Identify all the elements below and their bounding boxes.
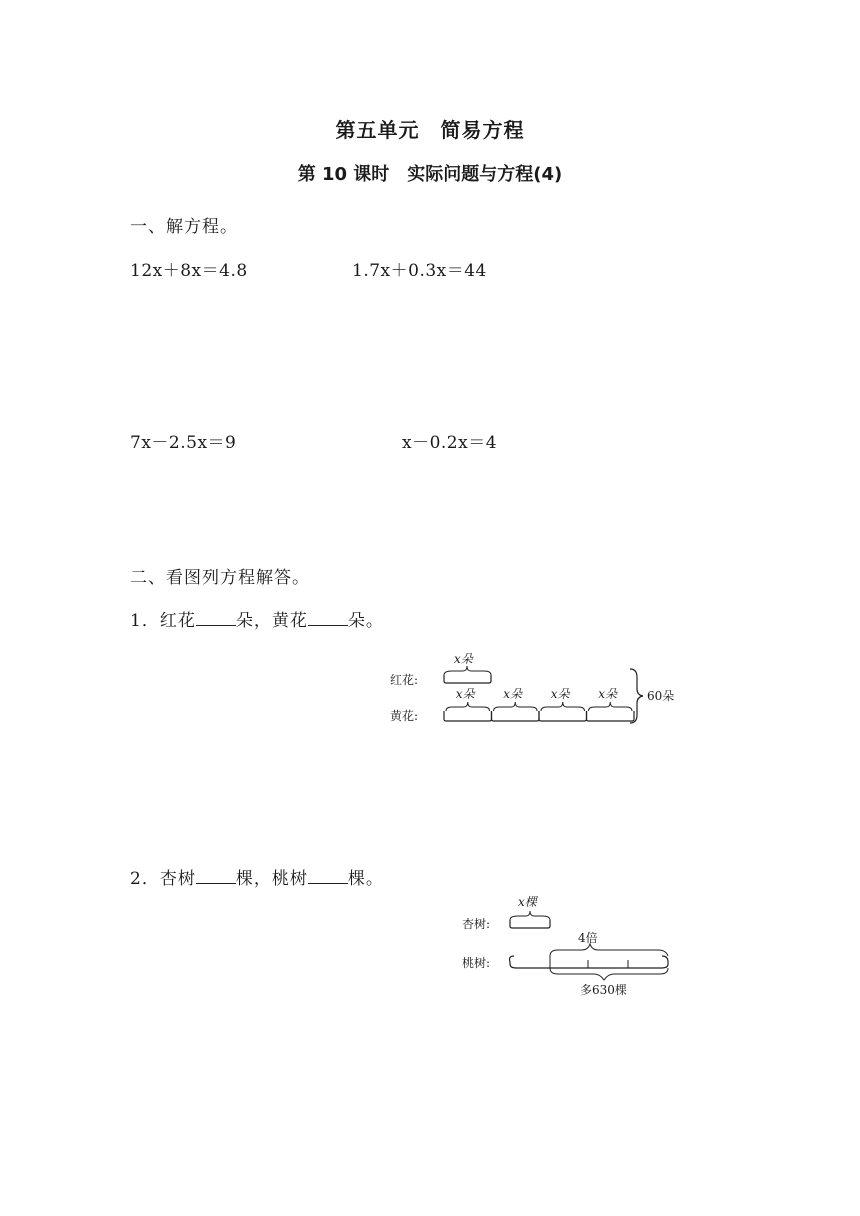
red-segment-label: x朵: [454, 652, 473, 666]
equation-3: 7x－2.5x＝9: [130, 433, 237, 453]
yellow-segment-label: x朵: [455, 687, 475, 701]
total-brace: [630, 669, 643, 723]
equation-1: 12x＋8x＝4.8: [130, 261, 248, 281]
more-brace: [550, 968, 668, 980]
section1-heading: 一、解方程。: [130, 217, 238, 237]
peach-label: 桃树: [271, 869, 308, 889]
equation-4: x－0.2x＝4: [402, 433, 498, 453]
peach-blank[interactable]: [308, 869, 348, 884]
apricot-blank[interactable]: [196, 869, 236, 884]
yellow-segment: [539, 711, 587, 721]
yellow-segment-label: x朵: [598, 687, 618, 701]
yellow-segment-brace: [494, 702, 538, 711]
section2-heading: 二、看图列方程解答。: [130, 568, 310, 588]
apricot-segment: [510, 895, 550, 928]
problem-2-line: [130, 864, 384, 889]
yellow-segment-label: x朵: [503, 687, 523, 701]
yellow-segment-brace: [446, 702, 490, 711]
total-label: 60朵: [647, 689, 675, 703]
lesson-title: 第 10 课时 实际问题与方程(4): [297, 164, 563, 185]
yellow-segment-brace: [589, 702, 633, 711]
unit-4: 棵。: [347, 869, 384, 889]
yellow-segment: [492, 711, 540, 721]
problem-2-number: 2．: [130, 869, 160, 889]
equation-2: 1.7x＋0.3x＝44: [352, 261, 487, 281]
red-segment: [444, 652, 491, 683]
red-flower-label: 红花: [159, 611, 196, 631]
peach-bar: [510, 956, 669, 968]
apricot-row-label: 杏树:: [462, 917, 491, 931]
peach-row-label: 桃树:: [462, 956, 491, 970]
problem-1-number: 1．: [130, 611, 160, 631]
yellow-segment-brace: [541, 702, 585, 711]
yellow-segment-label: x朵: [550, 687, 570, 701]
flower-diagram: [390, 645, 690, 730]
problem-1-line: [130, 606, 384, 631]
apricot-label: 杏树: [159, 869, 196, 889]
unit-2: 朵。: [347, 611, 384, 631]
red-flower-blank[interactable]: [196, 611, 236, 626]
times-label: 4倍: [578, 931, 598, 945]
unit-1: 朵，: [235, 611, 272, 631]
yellow-flower-blank[interactable]: [308, 611, 348, 626]
tree-diagram: [462, 890, 682, 1000]
unit-title: 第五单元 简易方程: [335, 118, 525, 142]
times-brace: [550, 944, 668, 956]
red-row-label: 红花:: [390, 673, 419, 687]
more-label: 多630棵: [580, 983, 627, 997]
apricot-segment-label: x棵: [518, 895, 537, 909]
yellow-segment: [587, 711, 635, 721]
yellow-segments: [444, 687, 634, 721]
yellow-row-label: 黄花:: [390, 709, 419, 723]
yellow-flower-label: 黄花: [271, 611, 308, 631]
yellow-segment: [444, 711, 492, 721]
unit-3: 棵，: [235, 869, 272, 889]
